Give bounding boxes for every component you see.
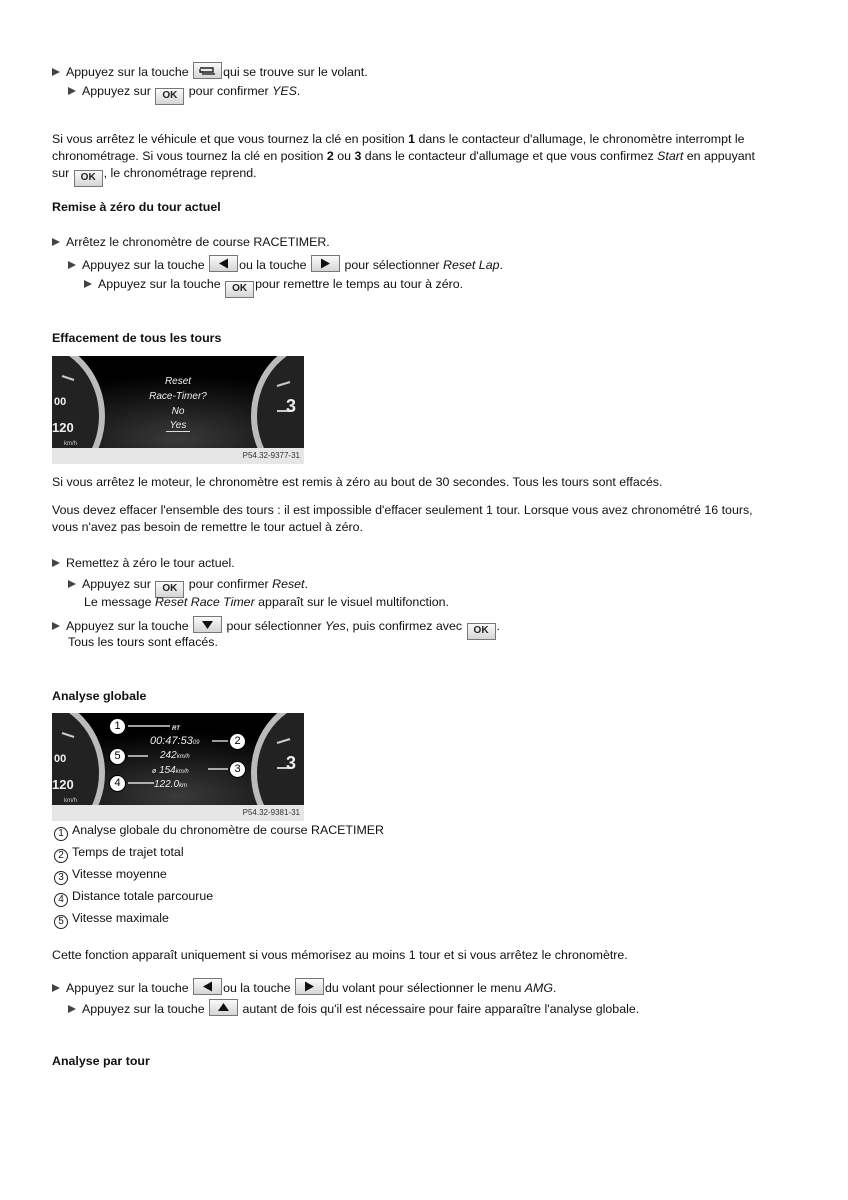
callout-3: 3: [229, 761, 246, 778]
paragraph: Si vous arrêtez le moteur, le chronomètre est remis à zéro au bout de 30 secondes. Tous les tours sont effacés.: [52, 475, 663, 489]
bullet-arrow-icon: [68, 87, 76, 95]
display-text: No: [171, 406, 185, 417]
callout-5: 5: [109, 748, 126, 765]
text: Appuyez sur la touche: [98, 277, 221, 291]
gauge-label: 3: [286, 396, 297, 416]
text: pour remettre le temps au tour à zéro.: [255, 277, 464, 291]
text: en appuyant: [686, 149, 755, 163]
callout-1: 1: [109, 718, 126, 735]
legend-item: [54, 822, 384, 841]
number-circle-icon: 4: [54, 893, 68, 907]
text: 154: [159, 765, 176, 776]
text: ø: [152, 768, 157, 775]
bullet-arrow-icon: [52, 68, 60, 76]
bullet-arrow-icon: [52, 984, 60, 992]
text: Reset Race Timer: [154, 595, 255, 609]
bullet-arrow-icon: [68, 1005, 76, 1013]
section-heading: Analyse par tour: [52, 1054, 150, 1068]
text: pour sélectionner: [344, 258, 440, 272]
text: du volant pour sélectionner le menu: [325, 981, 522, 995]
bullet-arrow-icon: [52, 238, 60, 246]
text: km/h: [176, 754, 190, 760]
text: ou la touche: [223, 981, 291, 995]
text: 2: [326, 149, 334, 163]
text: ou: [337, 149, 351, 163]
text: Start: [657, 149, 684, 163]
text: km/h: [175, 769, 189, 775]
text: Vous devez effacer l'ensemble des tours : il est impossible d'effacer seulement 1 tour. Lorsque vous avez chronométré 16 tours,: [52, 503, 753, 517]
text: Yes: [325, 619, 346, 633]
bullet-arrow-icon: [52, 559, 60, 567]
legend-item: [54, 866, 167, 885]
text: YES: [272, 84, 297, 98]
legend-item: [54, 844, 184, 863]
text: pour confirmer: [188, 84, 269, 98]
text: Appuyez sur la touche: [66, 65, 189, 79]
text: autant de fois qu'il est nécessaire pour faire apparaître l'analyse globale.: [242, 1002, 640, 1016]
text: Appuyez sur la touche: [66, 619, 189, 633]
text: 122.0: [154, 779, 180, 790]
text: Arrêtez le chronomètre de course RACETIMER.: [66, 235, 330, 249]
number-circle-icon: 2: [54, 849, 68, 863]
right-key-icon: [295, 978, 324, 995]
paragraph: [52, 131, 792, 187]
text: AMG: [524, 981, 554, 995]
text: Distance totale parcourue: [72, 889, 214, 903]
text: 00:47:53: [150, 735, 193, 747]
text: pour sélectionner: [226, 619, 322, 633]
display-image-reset: [52, 356, 304, 464]
text: Appuyez sur la touche: [82, 1002, 205, 1016]
section-heading: Analyse globale: [52, 689, 147, 703]
bullet-arrow-icon: [68, 261, 76, 269]
text: dans le contacteur d'allumage, le chronomètre interrompt le: [418, 132, 745, 146]
bullet-arrow-icon: [84, 280, 92, 288]
text: Reset Lap: [443, 258, 500, 272]
text: 09: [192, 740, 200, 746]
text: dans le contacteur d'allumage et que vous confirmez: [364, 149, 654, 163]
ok-key-icon: OK: [225, 281, 254, 298]
right-key-icon: [311, 255, 340, 272]
text: Vitesse maximale: [72, 911, 169, 925]
bullet-arrow-icon: [68, 580, 76, 588]
text: Appuyez sur la touche: [66, 981, 189, 995]
paragraph: Cette fonction apparaît uniquement si vous mémorisez au moins 1 tour et si vous arrêtez le chronomètre.: [52, 948, 628, 962]
display-text: Reset: [164, 376, 192, 387]
back-key-icon: [193, 62, 222, 79]
gauge-unit: km/h: [64, 441, 78, 447]
text: .: [553, 981, 557, 995]
instruction-line: [84, 276, 463, 298]
text: 1: [408, 132, 416, 146]
text: ou la touche: [239, 258, 307, 272]
text: .: [496, 619, 500, 633]
text: Remettez à zéro le tour actuel.: [66, 556, 235, 570]
display-text-selected: Yes: [169, 420, 187, 431]
text: Temps de trajet total: [72, 845, 184, 859]
text: , le chronométrage reprend.: [103, 166, 257, 180]
gauge-label: 00: [54, 753, 67, 765]
instruction-line: [52, 62, 368, 80]
text: .: [499, 258, 503, 272]
ok-key-icon: OK: [155, 581, 184, 598]
text: 3: [354, 149, 362, 163]
callout-4: 4: [109, 775, 126, 792]
display-rt-label: RT: [172, 726, 180, 732]
ok-key-icon: OK: [74, 170, 103, 187]
instruction-line: Tous les tours sont effacés.: [68, 635, 218, 649]
text: Reset: [272, 577, 305, 591]
text: Appuyez sur: [82, 84, 151, 98]
instruction-line: [68, 999, 639, 1017]
bullet-arrow-icon: [52, 622, 60, 630]
instruction-line: [84, 594, 449, 610]
text: 242: [160, 750, 177, 761]
text: Analyse globale du chronomètre de course RACETIMER: [72, 823, 384, 837]
text: Appuyez sur la touche: [82, 258, 205, 272]
legend-item: [54, 888, 213, 907]
callout-2: 2: [229, 733, 246, 750]
gauge-unit: km/h: [64, 798, 78, 804]
text: apparaît sur le visuel multifonction.: [258, 595, 449, 609]
number-circle-icon: 3: [54, 871, 68, 885]
number-circle-icon: 5: [54, 915, 68, 929]
section-heading: Remise à zéro du tour actuel: [52, 200, 221, 214]
text: vous n'avez pas besoin de remettre le tour actuel à zéro.: [52, 520, 363, 534]
text: km: [179, 783, 188, 789]
instruction-line: [52, 978, 556, 996]
section-heading: Effacement de tous les tours: [52, 331, 222, 345]
instruction-line: [52, 555, 235, 571]
text: .: [304, 577, 308, 591]
gauge-label: 120: [52, 777, 74, 792]
text: Le message: [84, 595, 152, 609]
down-key-icon: [193, 616, 222, 633]
figure-code: P54.32-9381-31: [52, 805, 304, 821]
gauge-label: 3: [286, 753, 297, 773]
ok-key-icon: OK: [155, 88, 184, 105]
up-key-icon: [209, 999, 238, 1016]
text: Si vous arrêtez le véhicule et que vous tournez la clé en position: [52, 132, 405, 146]
number-circle-icon: 1: [54, 827, 68, 841]
display-distance: [154, 777, 187, 794]
left-key-icon: [193, 978, 222, 995]
gauge-label: 00: [54, 396, 67, 408]
instruction-line: [68, 255, 503, 273]
left-key-icon: [209, 255, 238, 272]
text: pour confirmer: [188, 577, 269, 591]
text: .: [296, 84, 301, 98]
display-image-analysis: [52, 713, 304, 821]
instruction-line: [68, 83, 300, 105]
gauge-label: 120: [52, 420, 74, 435]
selection-underline: [166, 431, 190, 432]
text: , puis confirmez avec: [345, 619, 463, 633]
instruction-line: [52, 234, 330, 250]
legend-item: [54, 910, 169, 929]
figure-code: P54.32-9377-31: [52, 448, 304, 464]
display-text: Race-Timer?: [149, 391, 207, 402]
text: Appuyez sur: [82, 577, 151, 591]
paragraph: [52, 502, 792, 536]
ok-key-icon: OK: [467, 623, 496, 640]
text: sur: [52, 166, 70, 180]
text: qui se trouve sur le volant.: [223, 65, 368, 79]
text: Vitesse moyenne: [72, 867, 167, 881]
text: chronométrage. Si vous tournez la clé en position: [52, 149, 324, 163]
